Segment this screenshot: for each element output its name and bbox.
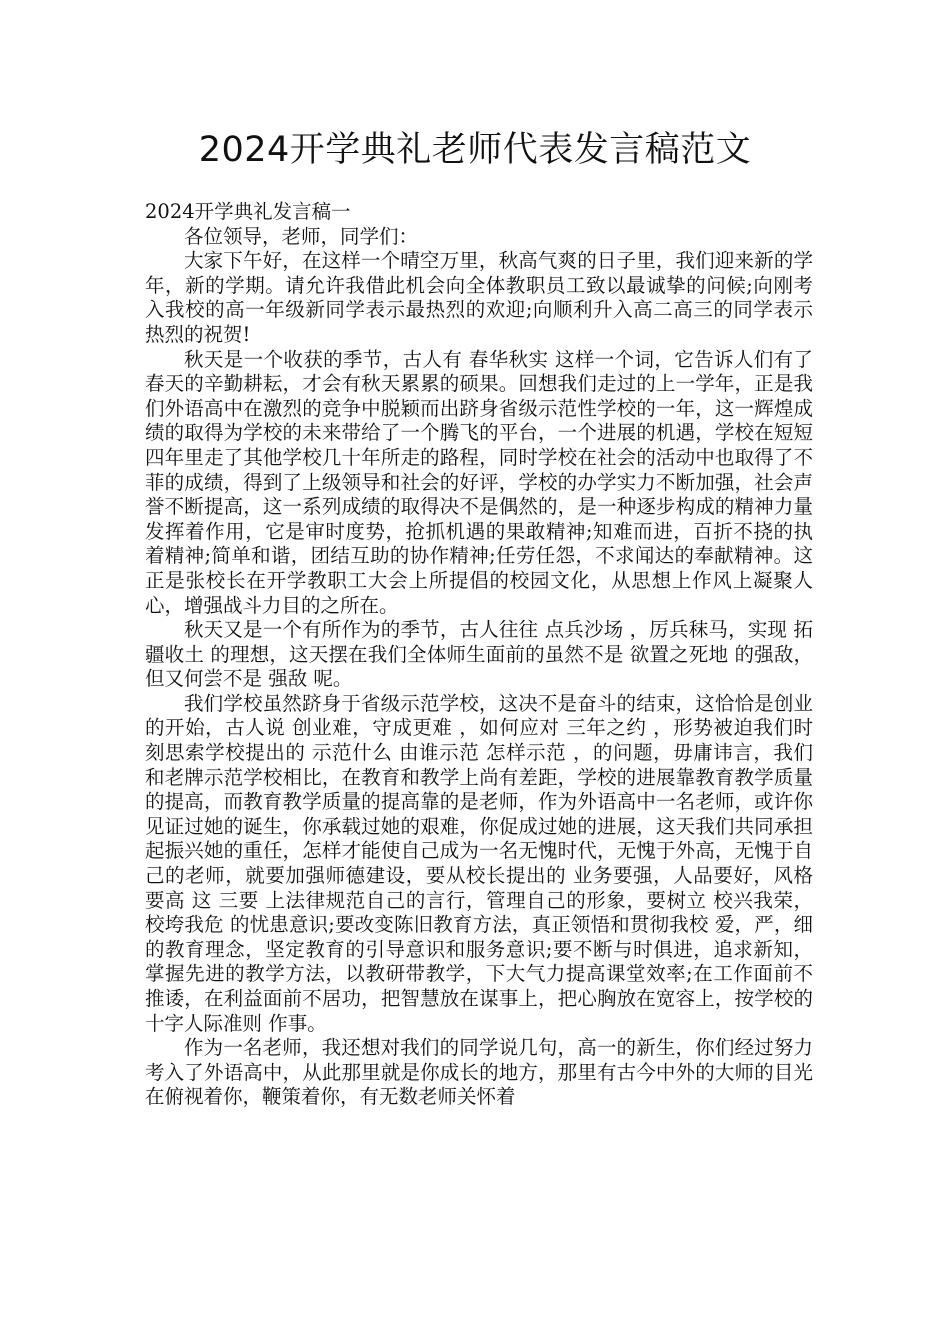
paragraph: 秋天是一个收获的季节，古人有 春华秋实 这样一个词，它告诉人们有了春天的辛勤耕耘，才会有秋天累累的硕果。回想我们走过的上一学年，正是我们外语高中在激烈的竞争中脱颖而出跻身省级示范性学校的一年，这一辉煌成绩的取得为学校的未来带给了一个腾飞的平台，一个进展的机遇，学校在短短四年里走了其他学校几十年所走的路程，同时学校在社会的活动中也取得了不菲的成绩，得到了上级领导和社会的好评，学校的办学实力不断加强，社会声誉不断提高，这一系列成绩的取得决不是偶然的，是一种逐步构成的精神力量发挥着作用，它是审时度势，抢抓机遇的果敢精神;知难而进，百折不挠的执着精神;简单和谐，团结互助的协作精神;任劳任怨，不求闻达的奉献精神。这正是张校长在开学教职工大会上所提倡的校园文化，从思想上作风上凝聚人心，增强战斗力目的之所在。 <box>145 347 813 617</box>
paragraph: 我们学校虽然跻身于省级示范学校，这决不是奋斗的结束，这恰恰是创业的开始，古人说 创业难，守成更难 ，如何应对 三年之约 ，形势被迫我们时刻思索学校提出的 示范什么 由谁示范 怎样示范 ，的问题，毋庸讳言，我们和老牌示范学校相比，在教育和教学上尚有差距，学校的进展靠教育教学质量的提高，而教育教学质量的提高靠的是老师，作为外语高中一名老师，或许你见证过她的诞生，你承载过她的艰难，你促成过她的进展，这天我们共同承担起振兴她的重任，怎样才能使自己成为一名无愧时代，无愧于外高，无愧于自己的老师，就要加强师德建设，要从校长提出的 业务要强，人品要好，风格要高 这 三要 上法律规范自己的言行，管理自己的形象，要树立 校兴我荣，校垮我危 的忧患意识;要改变陈旧教育方法，真正领悟和贯彻我校 爱，严，细 的教育理念，坚定教育的引导意识和服务意识;要不断与时俱进，追求新知，掌握先进的教学方法，以教研带教学，下大气力提高课堂效率;在工作面前不推诿，在利益面前不居功，把智慧放在谋事上，把心胸放在宽容上，按学校的 十字人际准则 作事。 <box>145 691 813 1035</box>
salutation: 各位领导，老师，同学们： <box>184 224 419 248</box>
paragraph: 大家下午好，在这样一个晴空万里，秋高气爽的日子里，我们迎来新的学年，新的学期。请允许我借此机会向全体教职员工致以最诚挚的问候;向刚考入我校的高一年级新同学表示最热烈的欢迎;向顺利升入高二高三的同学表示热烈的祝贺! <box>145 249 813 346</box>
paragraph: 秋天又是一个有所作为的季节，古人往往 点兵沙场 ，厉兵秣马，实现 拓疆收土 的理想，这天摆在我们全体师生面前的虽然不是 欲置之死地 的强敌，但又何尝不是 强敌 呢。 <box>145 618 813 691</box>
section-heading: 2024开学典礼发言稿一 <box>145 200 351 223</box>
document-body <box>145 200 813 1110</box>
paragraph: 作为一名老师，我还想对我们的同学说几句，高一的新生，你们经过努力考入了外语高中，从此那里就是你成长的地方，那里有古今中外的大师的目光在俯视着你，鞭策着你，有无数老师关怀着 <box>145 1036 813 1109</box>
document-title: 2024开学典礼老师代表发言稿范文 <box>198 130 752 170</box>
